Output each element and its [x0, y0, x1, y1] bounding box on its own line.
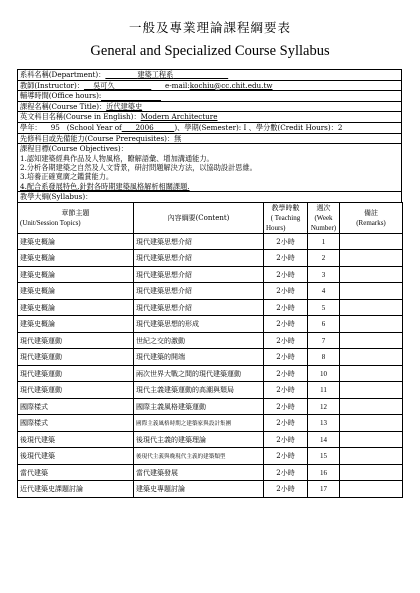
row-hours: 2小時 [264, 266, 308, 283]
objective-1: 1.認知建築經典作品及人物風格，瞭解語彙、增加溝通能力。 [20, 153, 214, 163]
credit-label: 、學分數(Credit Hours)：2 [248, 122, 343, 132]
table-row [18, 332, 403, 349]
row-remarks [340, 332, 403, 349]
prereq-label: 先修科目或先備能力(Course Prerequisites)：無 [20, 133, 182, 143]
row-topic: 後現代建築 [18, 448, 134, 465]
row-week: 4 [308, 283, 340, 300]
row-topic: 現代建築運動 [18, 365, 134, 382]
table-row [18, 448, 403, 465]
row-hours: 2小時 [264, 316, 308, 333]
row-hours: 2小時 [264, 382, 308, 399]
row-hours: 2小時 [264, 283, 308, 300]
row-week: 1 [308, 233, 340, 250]
row-hours: 2小時 [264, 431, 308, 448]
header-topic: 章節主題 (Unit/Session Topics) [18, 202, 134, 233]
table-row [18, 233, 403, 250]
row-content: 兩次世界大戰之間的現代建築運動 [134, 365, 264, 382]
email-value: kochiu@cc.chit.edu.tw [189, 80, 273, 90]
row-topic: 現代建築運動 [18, 349, 134, 366]
row-hours: 2小時 [264, 481, 308, 498]
row-remarks [340, 481, 403, 498]
row-week: 16 [308, 464, 340, 481]
row-hours: 2小時 [264, 398, 308, 415]
row-hours: 2小時 [264, 233, 308, 250]
row-content: 國際主義風格建築運動 [134, 398, 264, 415]
table-row [18, 365, 403, 382]
syllabus-table [17, 202, 403, 498]
row-topic: 現代建築運動 [18, 382, 134, 399]
row-week: 15 [308, 448, 340, 465]
row-remarks [340, 299, 403, 316]
row-hours: 2小時 [264, 464, 308, 481]
row-week: 5 [308, 299, 340, 316]
header-week: 週次 (Week Number) [308, 202, 340, 233]
row-content: 國際主義風格時期之建築家與設計集團 [134, 415, 264, 432]
objective-2: 2.分析各期建築之自然及人文背景，研討問題解決方法，以協助設計思維。 [20, 162, 257, 172]
department-row [17, 69, 402, 80]
row-content: 現代主義建築運動的高潮與頹局 [134, 382, 264, 399]
row-remarks [340, 431, 403, 448]
table-row [18, 250, 403, 267]
objectives-block [17, 143, 402, 191]
syllabus-form [17, 69, 402, 498]
table-row [18, 316, 403, 333]
row-topic: 建築史概論 [18, 266, 134, 283]
row-content: 建築史專題討論 [134, 481, 264, 498]
year-label: (School Year of [66, 122, 122, 132]
instructor-row [17, 80, 402, 91]
row-content: 現代建築思想介紹 [134, 283, 264, 300]
row-remarks [340, 415, 403, 432]
row-hours: 2小時 [264, 299, 308, 316]
row-hours: 2小時 [264, 365, 308, 382]
row-topic: 國際樣式 [18, 398, 134, 415]
row-remarks [340, 316, 403, 333]
course-en-row [17, 111, 402, 122]
office-hours-row [17, 90, 402, 101]
row-remarks [340, 250, 403, 267]
row-week: 14 [308, 431, 340, 448]
year-row [17, 122, 402, 133]
syllabus-label: 教學大綱(Syllabus)： [17, 191, 402, 202]
row-content: 當代建築發展 [134, 464, 264, 481]
table-row [18, 266, 403, 283]
row-week: 8 [308, 349, 340, 366]
header-remarks: 備註 (Remarks) [340, 202, 403, 233]
course-title-label: 課程名稱(Course Title)： [20, 101, 107, 111]
row-remarks [340, 266, 403, 283]
row-remarks [340, 398, 403, 415]
row-week: 7 [308, 332, 340, 349]
table-row [18, 398, 403, 415]
row-remarks [340, 233, 403, 250]
course-en-label: 英文科目名稱(Course in English)： [20, 112, 141, 122]
year-suffix: )、 [174, 122, 185, 132]
row-topic: 建築史概論 [18, 316, 134, 333]
row-topic: 建築史概論 [18, 250, 134, 267]
instructor-value: 吳可久 [93, 80, 115, 90]
row-week: 6 [308, 316, 340, 333]
row-remarks [340, 448, 403, 465]
table-row [18, 415, 403, 432]
office-hours-label: 輔導時間(Office hours): [20, 91, 102, 101]
row-week: 10 [308, 365, 340, 382]
year-prefix: 學年： [20, 122, 42, 132]
course-en-value: Modern Architecture [140, 112, 218, 122]
instructor-label: 教師(Instructor)： [20, 80, 84, 90]
row-remarks [340, 283, 403, 300]
page-title-zh: 一般及專業理論課程綱要表 [128, 20, 291, 35]
table-row [18, 283, 403, 300]
table-header-row [18, 202, 403, 233]
department-label: 系科名稱(Department)： [20, 70, 106, 79]
row-week: 3 [308, 266, 340, 283]
row-content: 現代建築思想介紹 [134, 233, 264, 250]
objective-4: 4.配合系發展特色,針對各時期建築風格解析相關課題. [20, 181, 190, 191]
row-topic: 建築史概論 [18, 233, 134, 250]
table-row [18, 481, 403, 498]
row-hours: 2小時 [264, 415, 308, 432]
row-remarks [340, 464, 403, 481]
table-row [18, 382, 403, 399]
row-topic: 後現代建築 [18, 431, 134, 448]
row-topic: 建築史概論 [18, 299, 134, 316]
row-topic: 國際樣式 [18, 415, 134, 432]
department-value: 建築工程系 [137, 70, 174, 79]
table-row [18, 299, 403, 316]
row-content: 現代建築思想的形成 [134, 316, 264, 333]
row-week: 2 [308, 250, 340, 267]
row-content: 現代建築思想介紹 [134, 250, 264, 267]
row-remarks [340, 365, 403, 382]
row-content: 後現代主義與晚現代主義的建築類型 [134, 448, 264, 465]
page-title-en: General and Specialized Course Syllabus [90, 43, 330, 59]
email-label: e-mail: [164, 80, 190, 90]
objective-3: 3.培養正確寬廣之鑑賞能力。 [20, 172, 114, 182]
row-content: 後現代主義的建築理論 [134, 431, 264, 448]
header-content: 內容綱要(Content) [134, 202, 264, 233]
row-content: 現代建築思想介紹 [134, 266, 264, 283]
row-week: 17 [308, 481, 340, 498]
year-value: 2006 [135, 122, 154, 132]
row-week: 11 [308, 382, 340, 399]
row-content: 現代建築思想介紹 [134, 299, 264, 316]
row-hours: 2小時 [264, 349, 308, 366]
table-row [18, 431, 403, 448]
row-content: 世紀之交的激動 [134, 332, 264, 349]
row-hours: 2小時 [264, 448, 308, 465]
row-week: 12 [308, 398, 340, 415]
office-hours-blank [101, 92, 161, 101]
header-hours: 教學時數 ( Teaching Hours) [264, 202, 308, 233]
prereq-row [17, 133, 402, 144]
row-remarks [340, 349, 403, 366]
row-topic: 建築史概論 [18, 283, 134, 300]
row-topic: 當代建築 [18, 464, 134, 481]
table-row [18, 464, 403, 481]
row-topic: 近代建築史課題討論 [18, 481, 134, 498]
row-hours: 2小時 [264, 250, 308, 267]
row-content: 現代建築的開端 [134, 349, 264, 366]
objectives-label: 課程目標(Course Objectives)： [20, 144, 128, 154]
course-title-value: 近代建築史 [106, 101, 143, 111]
row-topic: 現代建築運動 [18, 332, 134, 349]
course-title-row [17, 101, 402, 112]
table-row [18, 349, 403, 366]
semester-label: 學期(Semester): I [184, 122, 247, 132]
row-week: 13 [308, 415, 340, 432]
row-remarks [340, 382, 403, 399]
year-roc: 95 [50, 122, 60, 132]
row-hours: 2小時 [264, 332, 308, 349]
